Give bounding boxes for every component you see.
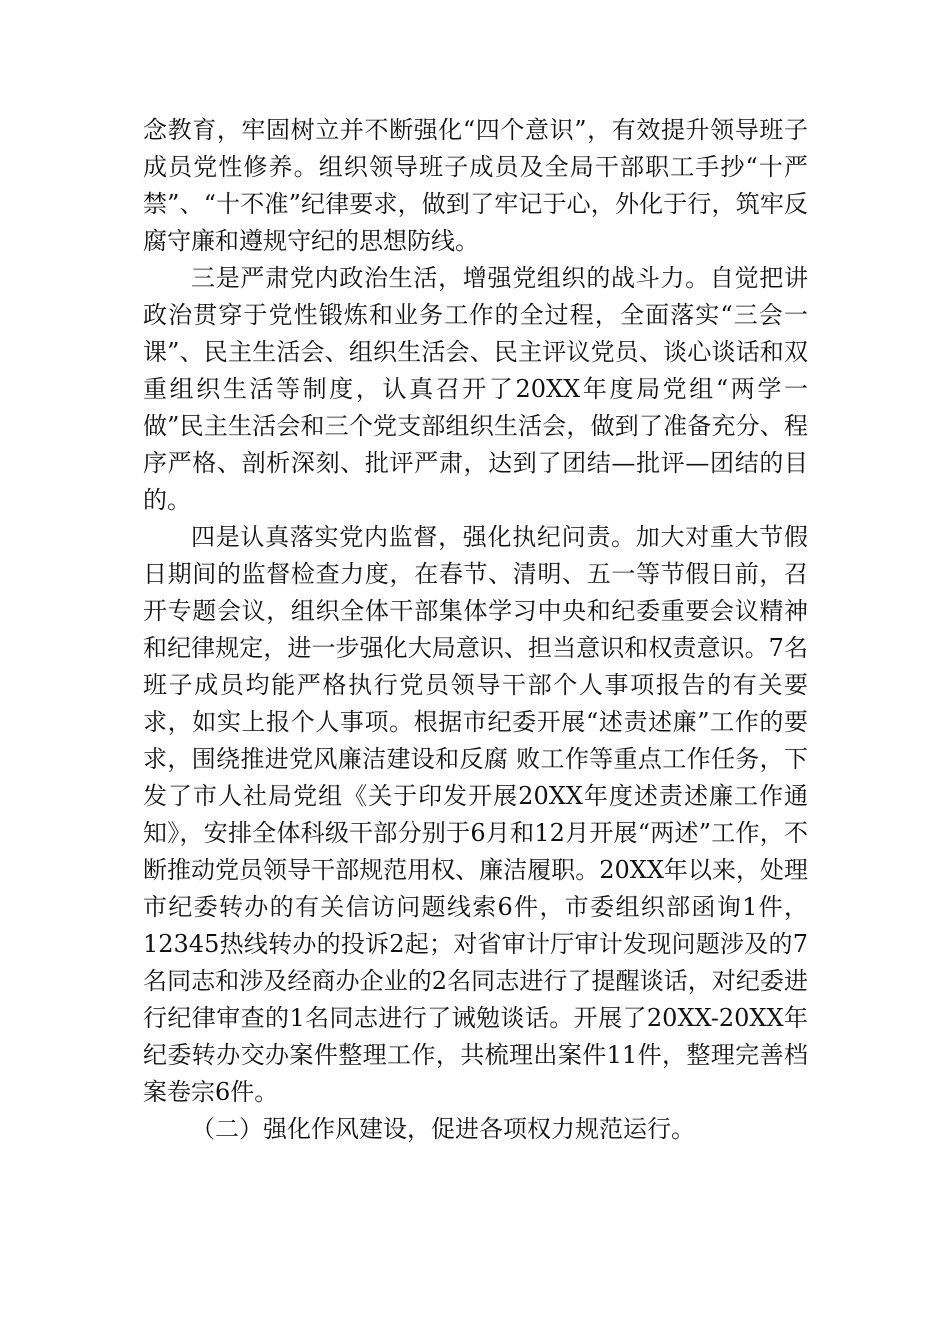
- paragraph-supervision: 四是认真落实党内监督，强化执纪问责。加大对重大节假日期间的监督检查力度，在春节、清明、五一等节假日前，召开专题会议，组织全体干部集体学习中央和纪委重要会议精神和纪律规定，进一步强化大局意识、担当意识和权责意识。7名班子成员均能严格执行党员领导干部个人事项报告的有关要求，如实上报个人事项。根据市纪委开展“述责述廉”工作的要求，围绕推进党风廉洁建设和反腐 败工作等重点工作任务，下发了市人社局党组《关于印发开展20XX年度述责述廉工作通知》，安排全体科级干部分别于6月和12月开展“两述”工作，不断推动党员领导干部规范用权、廉洁履职。20XX年以来，处理市纪委转办的有关信访问题线索6件，市委组织部函询1件，12345热线转办的投诉2起；对省审计厅审计发现问题涉及的7名同志和涉及经商办企业的2名同志进行了提醒谈话，对纪委进行纪律审查的1名同志进行了诫勉谈话。开展了20XX-20XX年纪委转办交办案件整理工作，共梳理出案件11件，整理完善档案卷宗6件。: [143, 523, 808, 1106]
- paragraph-continued: 念教育，牢固树立并不断强化“四个意识”，有效提升领导班子成员党性修养。组织领导班子成员及全局干部职工手抄“十严禁”、“十不准”纪律要求，做到了牢记于心，外化于行，筑牢反腐守廉和遵规守纪的思想防线。: [143, 116, 808, 255]
- paragraph-party-life: 三是严肃党内政治生活，增强党组织的战斗力。自觉把讲政治贯穿于党性锻炼和业务工作的全过程，全面落实“三会一课”、民主生活会、组织生活会、民主评议党员、谈心谈话和双重组织生活等制度，认真召开了20XX年度局党组“两学一做”民主生活会和三个党支部组织生活会，做到了准备充分、程序严格、剖析深刻、批评严肃，达到了团结—批评—团结的目的。: [143, 264, 808, 514]
- section-heading: （二）强化作风建设，促进各项权力规范运行。: [191, 1115, 695, 1143]
- document-body: [143, 112, 808, 1148]
